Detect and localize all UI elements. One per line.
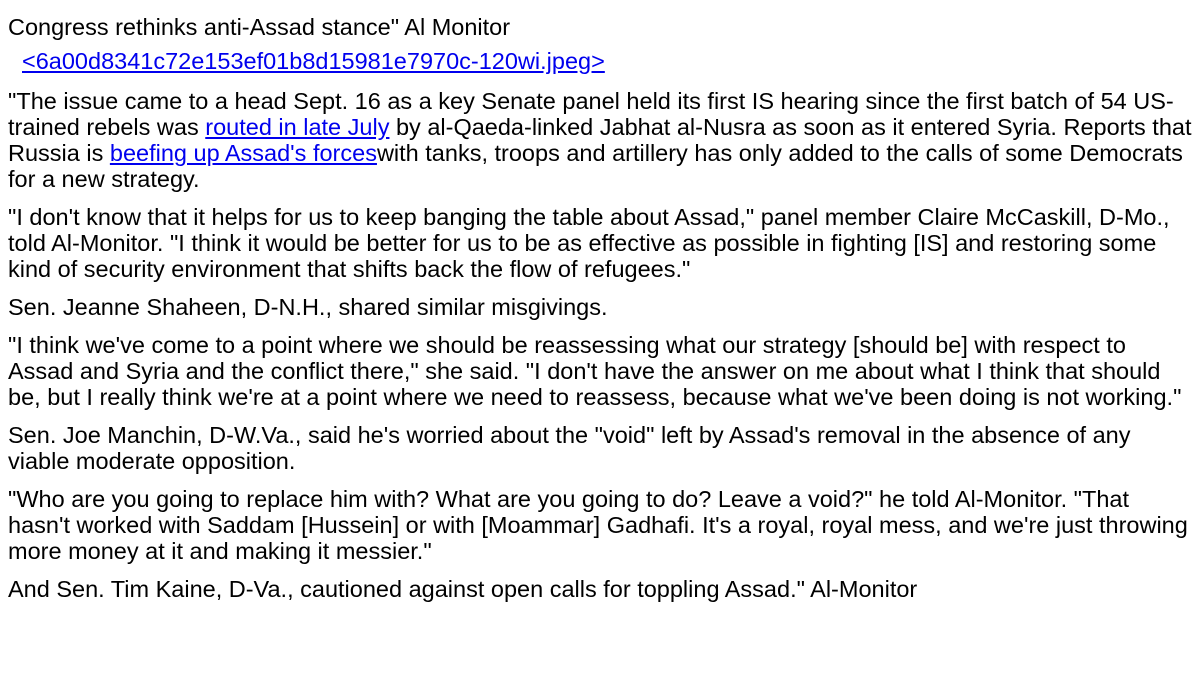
paragraph-1-text-b: by al-Qaeda-linked Jabhat al-Nusra as soon as it entered Syria. Reports that Russia is xyxy=(8,114,1192,166)
page-title: Congress rethinks anti-Assad stance" Al Monitor xyxy=(8,14,511,40)
paragraph-2: "I don't know that it helps for us to keep banging the table about Assad," panel member Claire McCaskill, D-Mo., told Al-Monitor. "I think it would be better for us to be as effective as possible in fighting [IS] and restoring some kind of security environment that shifts back the flow of refugees." xyxy=(8,204,1170,282)
paragraph-3: Sen. Jeanne Shaheen, D-N.H., shared similar misgivings. xyxy=(8,294,608,320)
image-link-row xyxy=(22,48,1192,74)
paragraph-7: And Sen. Tim Kaine, D-Va., cautioned against open calls for toppling Assad." Al-Monitor xyxy=(8,576,918,602)
paragraph-4: "I think we've come to a point where we should be reassessing what our strategy [should be] with respect to Assad and Syria and the conflict there," she said. "I don't have the answer on me about what I think that should be, but I really think we're at a point where we need to reassess, because what we've been doing is not working." xyxy=(8,332,1182,410)
paragraph-1-text-c: with tanks, troops and artillery has only added to the calls of some Democrats for a new strategy. xyxy=(8,140,1183,192)
paragraph-6: "Who are you going to replace him with? What are you going to do? Leave a void?" he told Al-Monitor. "That hasn't worked with Saddam [Hussein] or with [Moammar] Gadhafi. It's a royal, royal mess, and we're just throwing more money at it and making it messier." xyxy=(8,486,1188,564)
paragraph-1 xyxy=(8,88,1192,192)
beefing-up-link[interactable]: beefing up Assad's forces xyxy=(109,140,377,166)
image-link[interactable]: <6a00d8341c72e153ef01b8d15981e7970c-120wi.jpeg> xyxy=(22,48,605,74)
routed-link[interactable]: routed in late July xyxy=(205,114,390,140)
paragraph-1-text-a: "The issue came to a head Sept. 16 as a key Senate panel held its first IS hearing since the first batch of 54 US-trained rebels was xyxy=(8,88,1174,140)
paragraph-5: Sen. Joe Manchin, D-W.Va., said he's worried about the "void" left by Assad's removal in the absence of any viable moderate opposition. xyxy=(8,422,1131,474)
